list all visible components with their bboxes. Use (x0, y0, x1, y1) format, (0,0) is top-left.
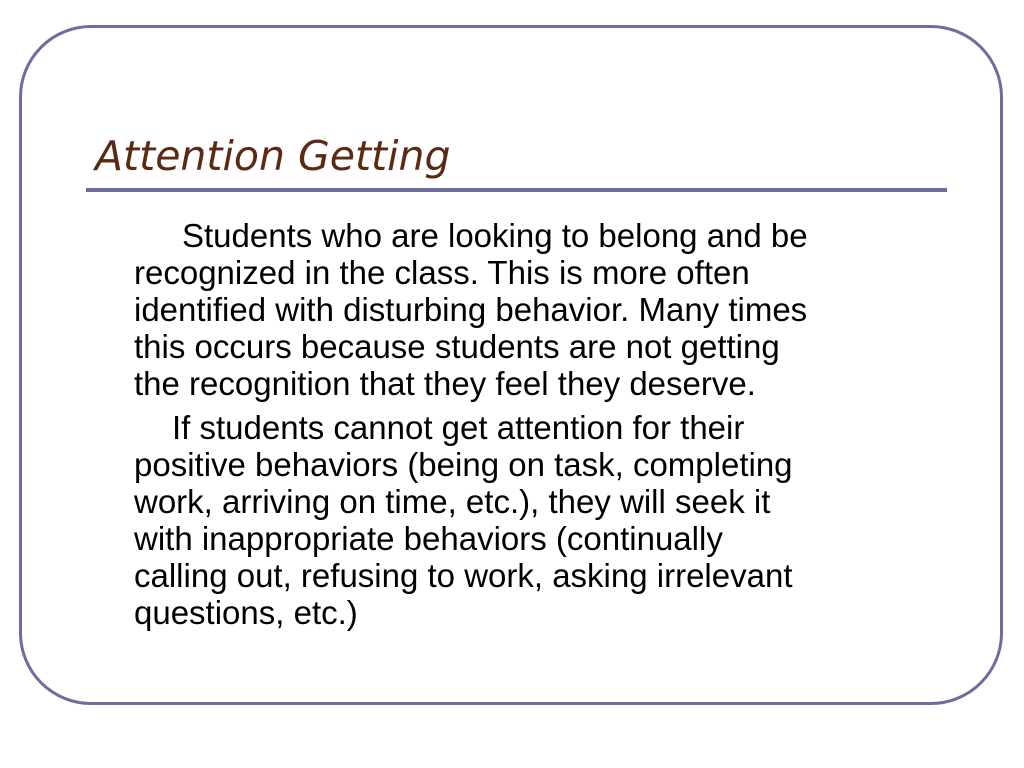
paragraph-2-line-3: work, arriving on time, etc.), they will seek it (134, 483, 771, 520)
paragraph-1-line-4: this occurs because students are not getting (134, 328, 780, 365)
paragraph-1-line-2: recognized in the class. This is more often (134, 254, 750, 291)
paragraph-2-line-1: If students cannot get attention for their (172, 409, 745, 446)
paragraph-2-line-2: positive behaviors (being on task, completing (134, 446, 793, 483)
paragraph-2-line-4: with inappropriate behaviors (continually (134, 520, 723, 557)
title-underline (86, 188, 947, 192)
slide-title: Attention Getting (95, 132, 451, 180)
paragraph-2-line-5: calling out, refusing to work, asking irrelevant (134, 557, 793, 594)
paragraph-1-line-1: Students who are looking to belong and be (182, 217, 808, 254)
paragraph-1-line-3: identified with disturbing behavior. Many times (134, 291, 808, 328)
slide-body (134, 217, 934, 638)
paragraph-1-line-5: the recognition that they feel they deserve. (134, 365, 756, 402)
paragraph-2 (134, 409, 934, 631)
paragraph-1 (134, 217, 934, 402)
paragraph-2-line-6: questions, etc.) (134, 594, 358, 631)
